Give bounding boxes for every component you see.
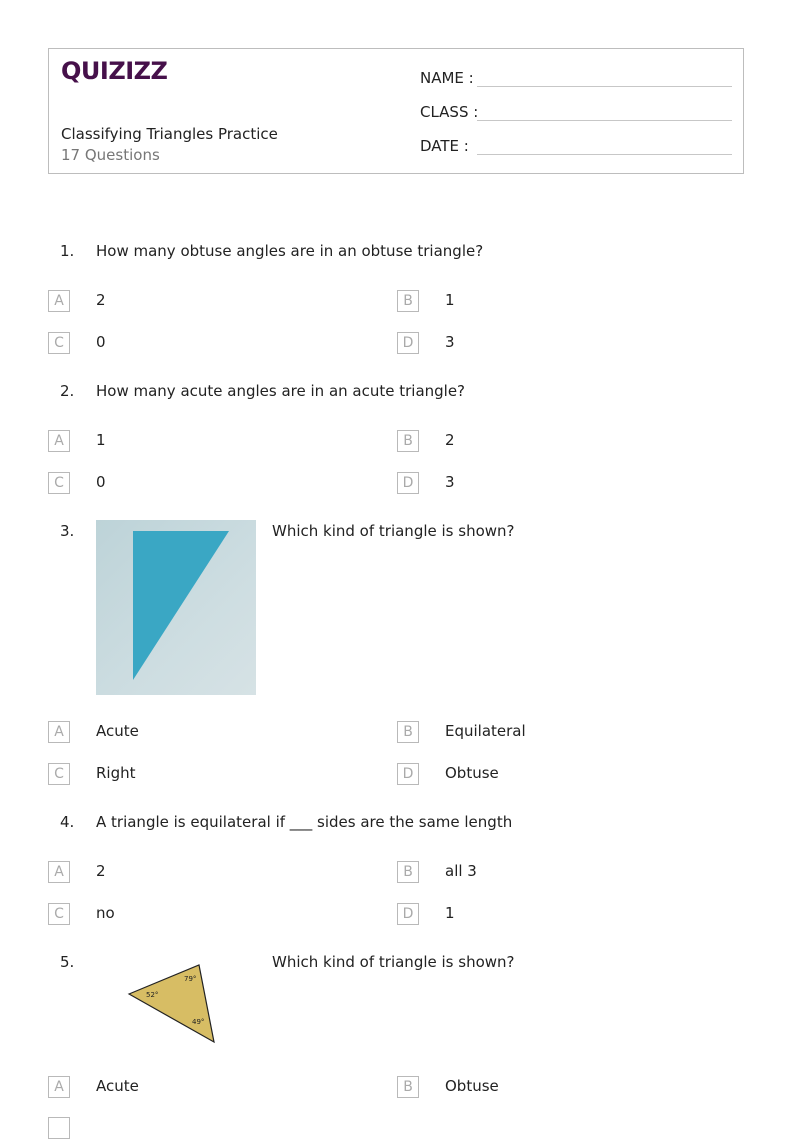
angle-label-left: 52° — [146, 991, 159, 999]
option-text-a: 2 — [96, 862, 106, 880]
question-text: Which kind of triangle is shown? — [272, 522, 515, 540]
option-text-a: 2 — [96, 291, 106, 309]
question-text: How many obtuse angles are in an obtuse triangle? — [96, 242, 484, 260]
question-number: 3. — [60, 522, 75, 540]
option-letter-c[interactable]: C — [48, 763, 70, 785]
option-letter-c[interactable]: C — [48, 332, 70, 354]
name-label: NAME : — [420, 69, 474, 87]
angle-label-top: 79° — [184, 975, 197, 983]
option-letter-c[interactable]: C — [48, 903, 70, 925]
angle-triangle-image — [124, 962, 220, 1046]
option-text-d: 3 — [445, 473, 455, 491]
class-line — [477, 120, 732, 121]
option-letter-d[interactable]: D — [397, 763, 419, 785]
class-label: CLASS : — [420, 103, 479, 121]
option-text-c: no — [96, 904, 115, 922]
name-field — [420, 69, 474, 87]
class-field — [420, 103, 478, 121]
option-letter-d[interactable]: D — [397, 332, 419, 354]
question-number: 1. — [60, 242, 75, 260]
option-text-b: 1 — [445, 291, 455, 309]
quizizz-logo: QUIZIZZ — [61, 57, 168, 85]
option-letter-c[interactable]: C — [48, 472, 70, 494]
angle-label-bottom: 49° — [192, 1018, 205, 1026]
option-letter-b[interactable]: B — [397, 721, 419, 743]
date-field — [420, 137, 469, 155]
right-triangle-image — [96, 520, 256, 695]
option-letter-b[interactable]: B — [397, 290, 419, 312]
option-letter-c[interactable] — [48, 1117, 70, 1139]
option-letter-a[interactable]: A — [48, 290, 70, 312]
question-text: How many acute angles are in an acute triangle? — [96, 382, 466, 400]
question-number: 4. — [60, 813, 75, 831]
option-letter-a[interactable]: A — [48, 1076, 70, 1098]
name-line — [477, 86, 732, 87]
option-text-c: Right — [96, 764, 136, 782]
option-letter-b[interactable]: B — [397, 861, 419, 883]
question-count: 17 Questions — [61, 146, 160, 164]
worksheet-title: Classifying Triangles Practice — [61, 125, 278, 143]
option-text-d: Obtuse — [445, 764, 499, 782]
right-triangle-icon — [96, 520, 256, 695]
option-text-d: 3 — [445, 333, 455, 351]
option-text-c: 0 — [96, 333, 106, 351]
option-letter-d[interactable]: D — [397, 472, 419, 494]
option-letter-a[interactable]: A — [48, 430, 70, 452]
date-label: DATE : — [420, 137, 469, 155]
option-text-b: Obtuse — [445, 1077, 499, 1095]
acute-triangle-icon — [124, 962, 220, 1046]
option-letter-a[interactable]: A — [48, 721, 70, 743]
question-text: Which kind of triangle is shown? — [272, 953, 515, 971]
option-text-a: Acute — [96, 722, 139, 740]
option-text-a: Acute — [96, 1077, 139, 1095]
question-number: 2. — [60, 382, 75, 400]
option-text-b: all 3 — [445, 862, 477, 880]
option-letter-b[interactable]: B — [397, 1076, 419, 1098]
option-text-a: 1 — [96, 431, 106, 449]
option-letter-b[interactable]: B — [397, 430, 419, 452]
option-text-d: 1 — [445, 904, 455, 922]
triangle-shape — [133, 531, 229, 680]
worksheet-header — [48, 48, 744, 174]
question-text: A triangle is equilateral if ___ sides are the same length — [96, 813, 513, 831]
option-text-b: 2 — [445, 431, 455, 449]
option-letter-a[interactable]: A — [48, 861, 70, 883]
option-letter-d[interactable]: D — [397, 903, 419, 925]
option-text-c: 0 — [96, 473, 106, 491]
date-line — [477, 154, 732, 155]
question-number: 5. — [60, 953, 75, 971]
triangle-shape — [129, 965, 214, 1042]
option-text-b: Equilateral — [445, 722, 526, 740]
